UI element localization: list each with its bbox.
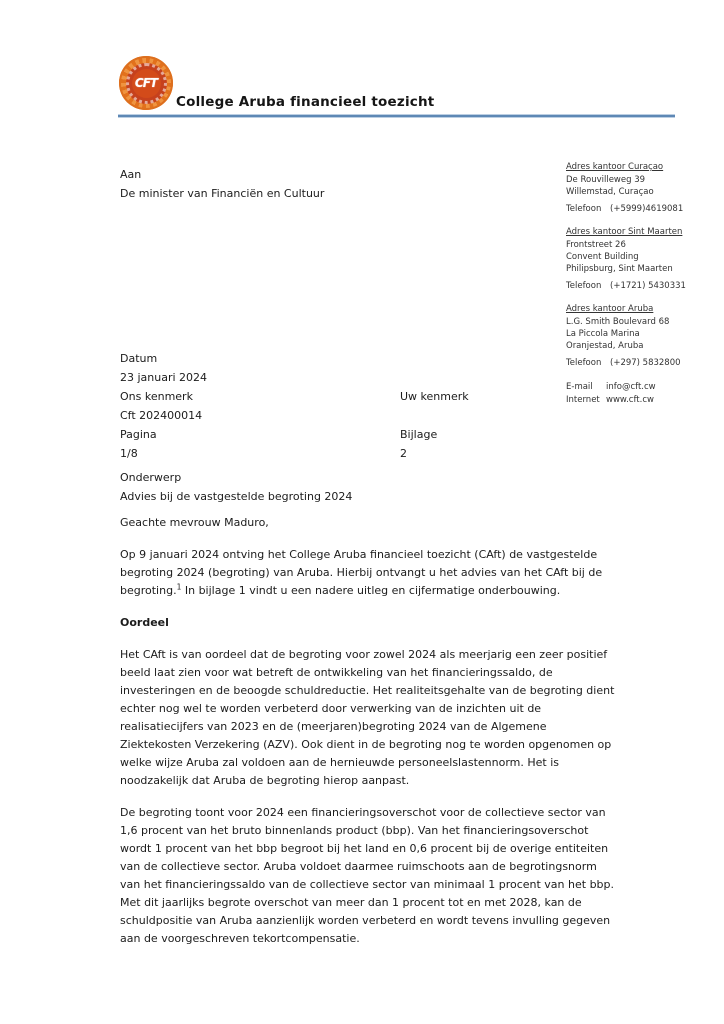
ons-kenmerk-label: Ons kenmerk: [120, 390, 193, 403]
office-title: Adres kantoor Aruba: [566, 304, 654, 314]
footnote-reference: 1: [176, 582, 182, 592]
meta-grid: [120, 349, 620, 463]
bijlage-value: 2: [400, 447, 407, 460]
ons-kenmerk-value: Cft 202400014: [120, 409, 203, 422]
pagina-label: Pagina: [120, 428, 157, 441]
office-address-line: Convent Building: [566, 252, 639, 262]
office-address-line: Willemstad, Curaçao: [566, 187, 654, 197]
phone-number: (+5999)4619081: [610, 204, 684, 214]
email-label: E-mail: [566, 382, 593, 392]
salutation: Geachte mevrouw Maduro,: [120, 516, 269, 529]
cft-logo-ring: [126, 63, 167, 104]
uw-kenmerk-value: [400, 406, 620, 425]
office-title: Adres kantoor Curaçao: [566, 162, 664, 172]
organization-title: College Aruba financieel toezicht: [176, 94, 435, 110]
office-address-line: Oranjestad, Aruba: [566, 341, 644, 351]
office-address-line: De Rouvilleweg 39: [566, 175, 646, 185]
datum-label: Datum: [120, 352, 158, 365]
phone-number: (+297) 5832800: [610, 358, 681, 368]
onderwerp-value: Advies bij de vastgestelde begroting 2024: [120, 490, 353, 503]
internet-label: Internet: [566, 394, 600, 405]
cft-logo-icon: [119, 56, 173, 110]
phone-number: (+1721) 5430331: [610, 281, 686, 291]
cft-logo-text: CFT: [132, 69, 161, 98]
onderwerp-block: [120, 468, 620, 506]
recipient-name: De minister van Financiën en Cultuur: [120, 187, 325, 200]
recipient-label: Aan: [120, 168, 142, 181]
phone-label: Telefoon: [566, 358, 602, 368]
header-divider: [118, 114, 675, 118]
office-address-line: Frontstreet 26: [566, 240, 626, 250]
phone-label: Telefoon: [566, 204, 602, 214]
office-curacao: [566, 161, 706, 215]
meta-block: [120, 349, 620, 506]
office-phone-row: [566, 203, 706, 215]
uw-kenmerk-label: Uw kenmerk: [400, 390, 469, 403]
oordeel-heading: Oordeel: [120, 616, 169, 629]
paragraph-intro: Op 9 januari 2024 ontving het College Aruba financieel toezicht (CAft) de vastgestelde begroting 2024 (begroting) van Aruba. Hierbij ontvangt u het advies van het CAft bij de begroting.$^1$ In bijlage 1 vindt u een nadere uitleg en cijfermatige onderbouwing.: [120, 548, 603, 597]
office-phone-row: [566, 280, 706, 292]
office-address-line: L.G. Smith Boulevard 68: [566, 317, 670, 327]
internet-value: www.cft.cw: [606, 394, 654, 405]
office-address-line: La Piccola Marina: [566, 329, 640, 339]
onderwerp-label: Onderwerp: [120, 471, 182, 484]
recipient-block: [120, 165, 324, 203]
paragraph-oordeel: Het CAft is van oordeel dat de begroting voor zowel 2024 als meerjarig een zeer positief beeld laat zien voor wat betreft de ontwikkeling van het financieringssaldo, de investeringen en de beoogde schuldreductie. Het realiteitsgehalte van de begroting dient echter nog wel te worden verbeterd door verwerking van de inzichten uit de realisatiecijfers van 2023 en de (meerjaren)begroting 2024 van de Algemene Ziektekosten Verzekering (AZV). Ook dient in de begroting nog te worden opgenomen op welke wijze Aruba zal voldoen aan de hernieuwde personeelslastennorm. Het is noodzakelijk dat Aruba de begroting hierop aanpast.: [120, 648, 615, 787]
paragraph-begroting: De begroting toont voor 2024 een financieringsoverschot voor de collectieve sector van 1,6 procent van het bruto binnenlands product (bbp). Van het financieringsoverschot wordt 1 procent van het bbp begroot bij het land en 0,6 procent bij de overige entiteiten van de collectieve sector. Aruba voldoet daarmee ruimschoots aan de begrotingsnorm van het financieringssaldo van de collectieve sector van minimaal 1 procent van het bbp. Met dit jaarlijks begrote overschot van meer dan 1 procent tot en met 2028, kan de schuldpositie van Aruba aanzienlijk worden verbeterd en wordt tevens invulling gegeven aan de voorgeschreven tekortcompensatie.: [120, 806, 615, 945]
office-address-line: Philipsburg, Sint Maarten: [566, 264, 673, 274]
phone-label: Telefoon: [566, 281, 602, 291]
office-title: Adres kantoor Sint Maarten: [566, 227, 683, 237]
datum-value: 23 januari 2024: [120, 371, 208, 384]
letter-body: [120, 514, 620, 962]
bijlage-label: Bijlage: [400, 428, 438, 441]
email-value: info@cft.cw: [606, 382, 656, 392]
office-sint-maarten: [566, 226, 706, 292]
pagina-value: 1/8: [120, 447, 138, 460]
